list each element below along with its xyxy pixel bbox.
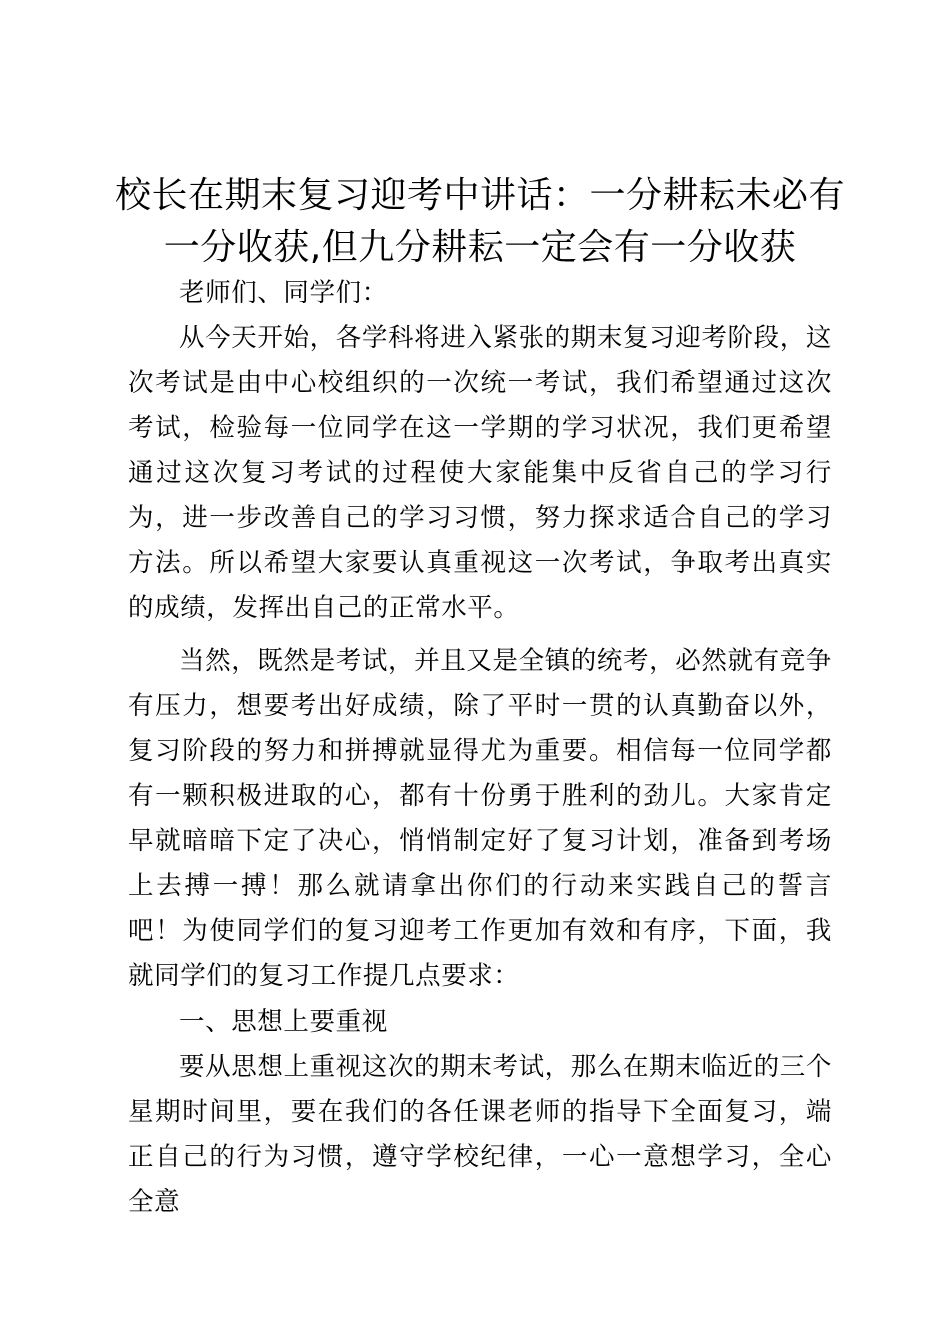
paragraph-2: 当然，既然是考试，并且又是全镇的统考，必然就有竞争有压力，想要考出好成绩，除了平时一贯的认真勤奋以外，复习阶段的努力和拼搏就显得尤为重要。相信每一位同学都有一颗积极进取的心，都有十份勇于胜利的劲儿。大家肯定早就暗暗下定了决心，悄悄制定好了复习计划，准备到考场上去搏一搏！那么就请拿出你们的行动来实践自己的誓言吧！为使同学们的复习迎考工作更加有效和有序，下面，我就同学们的复习工作提几点要求： [128,646,832,991]
title-line-2: 一分收获,但九分耕耘一定会有一分收获 [163,227,797,268]
document-title [110,170,850,274]
salutation: 老师们、同学们： [179,278,388,308]
section-heading: 一、思想上要重视 [179,1007,388,1037]
title-line-1: 校长在期末复习迎考中讲话：一分耕耘未必有 [114,175,845,216]
document-body [128,278,832,1225]
section-paragraph: 要从思想上重视这次的期末考试，那么在期末临近的三个星期时间里，要在我们的各任课老师的指导下全面复习，端正自己的行为习惯，遵守学校纪律，一心一意想学习，全心全意 [128,1052,832,1217]
paragraph-1: 从今天开始，各学科将进入紧张的期末复习迎考阶段，这次考试是由中心校组织的一次统一考试，我们希望通过这次考试，检验每一位同学在这一学期的学习状况，我们更希望通过这次复习考试的过程使大家能集中反省自己的学习行为，进一步改善自己的学习习惯，努力探求适合自己的学习方法。所以希望大家要认真重视这一次考试，争取考出真实的成绩，发挥出自己的正常水平。 [128,323,832,623]
